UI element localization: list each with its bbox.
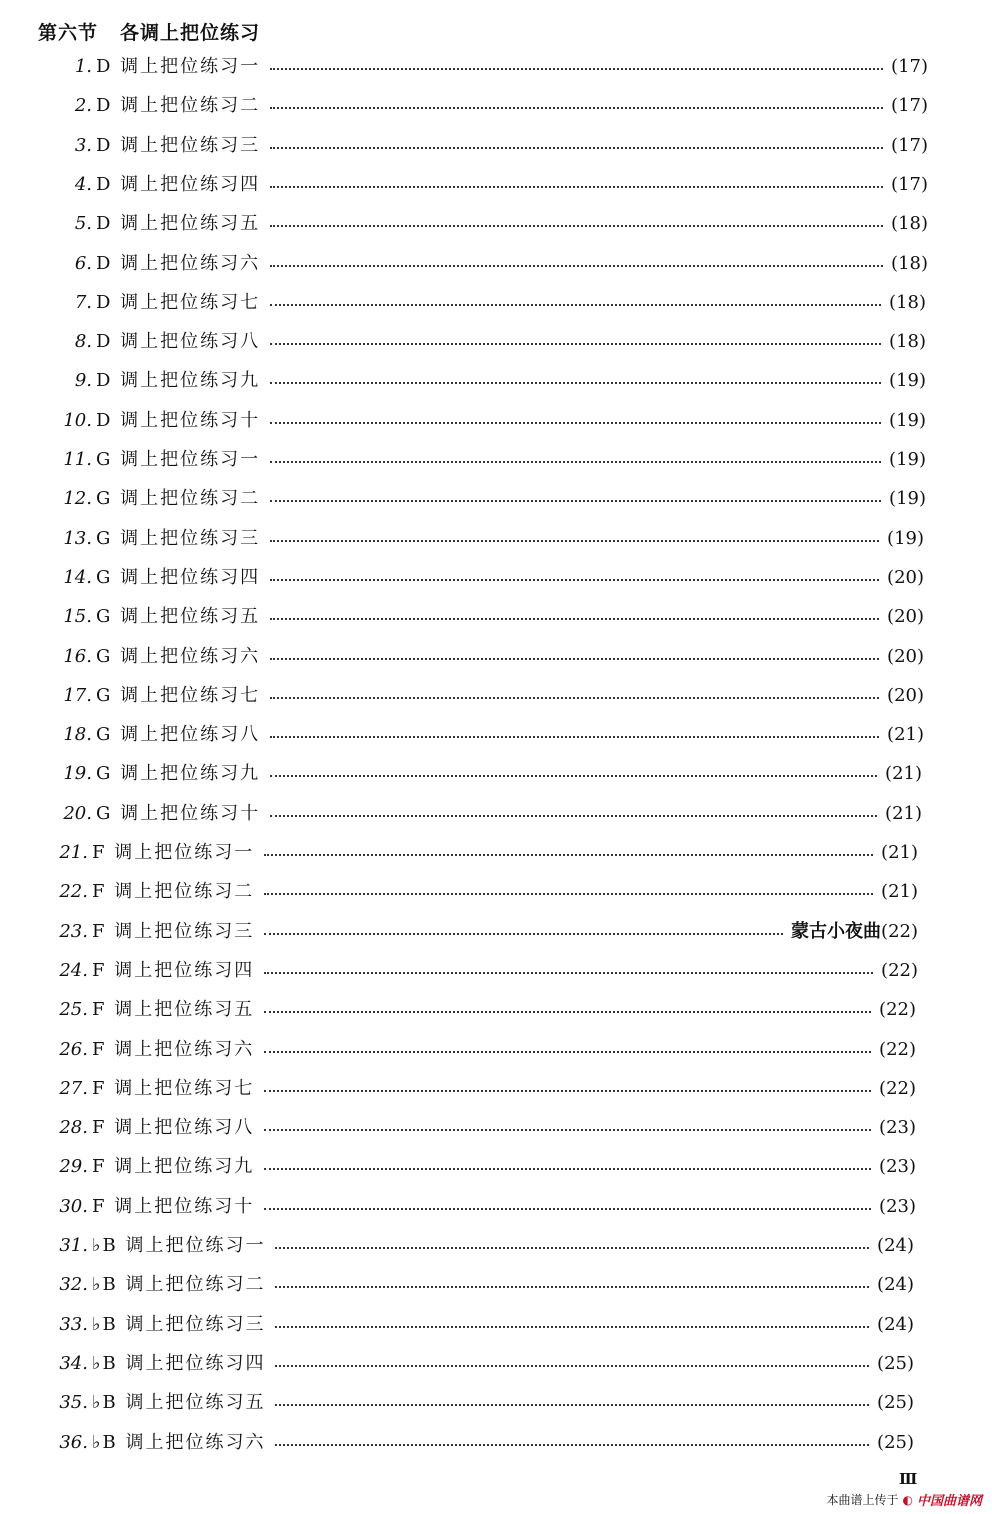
dot-leader [264, 1011, 871, 1013]
toc-entry [0, 52, 928, 82]
entry-title: G 调上把位练习四 [96, 566, 261, 588]
entry-page: (22) [879, 999, 916, 1021]
site-logo-icon: ◐ [902, 1492, 913, 1507]
entry-page: (19) [889, 370, 926, 392]
toc-entry [0, 1152, 916, 1182]
toc-entry [0, 406, 926, 436]
dot-leader [264, 1051, 871, 1053]
entry-number: 20. [63, 802, 92, 824]
toc-entry [0, 799, 922, 829]
dot-leader [270, 186, 883, 188]
toc-entry [0, 170, 928, 200]
dot-leader [270, 225, 883, 227]
entry-page: (18) [889, 291, 926, 313]
entry-page: (20) [887, 566, 924, 588]
entry-page: (25) [877, 1392, 914, 1414]
entry-number: 9. [74, 370, 92, 392]
entry-title: F 调上把位练习九 [92, 1156, 255, 1178]
entry-title: F 调上把位练习七 [92, 1077, 255, 1099]
entry-number: 26. [59, 1038, 88, 1060]
toc-entry [0, 288, 926, 318]
dot-leader [270, 147, 883, 149]
entry-number: 21. [59, 842, 88, 863]
dot-leader [264, 1090, 871, 1092]
entry-title: D 调上把位练习六 [96, 252, 261, 274]
toc-entry [0, 524, 924, 554]
toc-entry [0, 91, 928, 121]
dot-leader [270, 304, 881, 306]
entry-number: 4. [74, 173, 92, 195]
entry-number: 27. [59, 1077, 88, 1099]
entry-number: 23. [59, 920, 88, 942]
entry-page: (19) [889, 488, 926, 510]
toc-entry [0, 366, 926, 396]
dot-leader [275, 1365, 869, 1367]
toc-entry [0, 838, 918, 868]
entry-title: G 调上把位练习二 [96, 488, 261, 510]
entry-title: F 调上把位练习四 [92, 959, 255, 981]
dot-leader [270, 107, 883, 109]
entry-title: D 调上把位练习七 [96, 291, 261, 313]
toc-entry [0, 917, 918, 947]
entry-page: (20) [887, 606, 924, 628]
entry-number: 8. [74, 331, 92, 353]
entry-number: 13. [63, 527, 92, 549]
entry-page: (21) [885, 802, 922, 824]
entry-number: 24. [59, 959, 88, 981]
toc-entry [0, 642, 924, 672]
toc-entry [0, 1310, 914, 1340]
entry-number: 12. [63, 488, 92, 510]
entry-title: G 调上把位练习十 [96, 802, 261, 824]
dot-leader [264, 1208, 871, 1210]
entry-page: (17) [891, 95, 928, 117]
entry-number: 10. [63, 409, 92, 431]
entry-number: 3. [74, 134, 92, 156]
dot-leader [275, 1326, 869, 1328]
entry-page: (18) [889, 331, 926, 353]
dot-leader [270, 382, 881, 384]
entry-title: F 调上把位练习十 [92, 1195, 255, 1217]
entry-title: D 调上把位练习三 [96, 134, 261, 156]
entry-number: 14. [63, 566, 92, 588]
toc-entry [0, 327, 926, 357]
entry-page: (22) [881, 920, 918, 942]
entry-number: 30. [59, 1195, 88, 1217]
toc-entry [0, 720, 924, 750]
entry-title: D 调上把位练习一 [96, 56, 261, 77]
entry-title: D 调上把位练习九 [96, 370, 261, 392]
entry-number: 32. [59, 1274, 88, 1296]
dot-leader [264, 933, 783, 935]
dot-leader [270, 461, 881, 463]
toc-entry [0, 995, 916, 1025]
entry-title: G 调上把位练习六 [96, 645, 261, 667]
toc-entry [0, 759, 922, 789]
toc-entry [0, 1349, 914, 1379]
entry-number: 2. [74, 95, 92, 117]
entry-page: (24) [877, 1274, 914, 1296]
toc-entry [0, 1035, 916, 1065]
section-number: 第六节 [38, 22, 99, 44]
dot-leader [270, 658, 879, 660]
dot-leader [270, 343, 881, 345]
dot-leader [270, 775, 877, 777]
entry-page: (23) [879, 1156, 916, 1178]
entry-number: 1. [74, 56, 92, 77]
entry-number: 29. [59, 1156, 88, 1178]
entry-title: ♭B 调上把位练习二 [92, 1274, 266, 1296]
toc-entry [0, 445, 926, 475]
entry-number: 7. [74, 291, 92, 313]
entry-number: 25. [59, 999, 88, 1021]
toc-entry [0, 681, 924, 711]
entry-note: 蒙古小夜曲 [791, 920, 882, 942]
entry-title: ♭B 调上把位练习三 [92, 1313, 266, 1335]
entry-page: (23) [879, 1195, 916, 1217]
toc-entry [0, 209, 928, 239]
dot-leader [264, 1168, 871, 1170]
entry-title: G 调上把位练习一 [96, 449, 261, 470]
toc-entry [0, 877, 918, 907]
entry-page: (22) [879, 1077, 916, 1099]
entry-title: ♭B 调上把位练习六 [92, 1431, 266, 1453]
entry-number: 33. [59, 1313, 88, 1335]
entry-page: (21) [885, 763, 922, 785]
entry-number: 22. [59, 881, 88, 903]
dot-leader [270, 540, 879, 542]
entry-title: G 调上把位练习八 [96, 724, 261, 746]
entry-title: ♭B 调上把位练习一 [92, 1235, 266, 1256]
entry-page: (21) [887, 724, 924, 746]
dot-leader [270, 579, 879, 581]
dot-leader [270, 500, 881, 502]
toc-entry [0, 956, 918, 986]
site-logo-text: 中国曲谱网 [916, 1494, 982, 1509]
entry-title: D 调上把位练习五 [96, 213, 261, 235]
entry-page: (23) [879, 1117, 916, 1139]
entry-page: (21) [881, 881, 918, 903]
footer-text: 本曲谱上传于 [826, 1493, 899, 1507]
entry-page: (21) [881, 842, 918, 863]
toc-entry [0, 1192, 916, 1222]
dot-leader [270, 265, 883, 267]
entry-number: 6. [74, 252, 92, 274]
entry-title: D 调上把位练习四 [96, 173, 261, 195]
entry-title: F 调上把位练习八 [92, 1117, 255, 1139]
entry-page: (20) [887, 684, 924, 706]
dot-leader [275, 1247, 869, 1249]
entry-page: (19) [887, 527, 924, 549]
entry-number: 31. [59, 1235, 88, 1256]
toc-entry [0, 1113, 916, 1143]
entry-title: F 调上把位练习六 [92, 1038, 255, 1060]
entry-title: ♭B 调上把位练习五 [92, 1392, 266, 1414]
dot-leader [264, 1129, 871, 1131]
entry-number: 28. [59, 1117, 88, 1139]
entry-number: 17. [63, 684, 92, 706]
entry-number: 18. [63, 724, 92, 746]
entry-page: (22) [879, 1038, 916, 1060]
toc-entry [0, 1231, 914, 1261]
toc-entry [0, 1388, 914, 1418]
dot-leader [264, 854, 873, 856]
entry-page: (25) [877, 1431, 914, 1453]
entry-number: 34. [59, 1352, 88, 1374]
dot-leader [270, 736, 879, 738]
entry-page: (17) [891, 56, 928, 77]
dot-leader [275, 1286, 869, 1288]
toc-entry [0, 131, 928, 161]
entry-title: F 调上把位练习二 [92, 881, 255, 903]
toc-entry [0, 563, 924, 593]
entry-number: 35. [59, 1392, 88, 1414]
toc-entry [0, 602, 924, 632]
page-number: Ⅲ [899, 1470, 918, 1488]
entry-page: (24) [877, 1235, 914, 1256]
entry-title: G 调上把位练习七 [96, 684, 261, 706]
entry-number: 16. [63, 645, 92, 667]
entry-number: 5. [74, 213, 92, 235]
entry-title: G 调上把位练习三 [96, 527, 261, 549]
dot-leader [275, 1404, 869, 1406]
entry-number: 36. [59, 1431, 88, 1453]
entry-page: (22) [881, 959, 918, 981]
toc-entry [0, 249, 928, 279]
dot-leader [270, 697, 879, 699]
toc-entry [0, 1270, 914, 1300]
entry-page: (18) [891, 252, 928, 274]
entry-page: (20) [887, 645, 924, 667]
entry-title: G 调上把位练习九 [96, 763, 261, 785]
entry-page: (18) [891, 213, 928, 235]
footer-watermark [826, 1490, 982, 1509]
dot-leader [275, 1444, 869, 1446]
entry-page: (17) [891, 173, 928, 195]
entry-title: ♭B 调上把位练习四 [92, 1352, 266, 1374]
entry-number: 11. [63, 449, 92, 470]
entry-title: D 调上把位练习十 [96, 409, 261, 431]
toc-entry [0, 1428, 914, 1458]
entry-title: F 调上把位练习三 [92, 920, 255, 942]
dot-leader [264, 972, 873, 974]
entry-number: 19. [63, 763, 92, 785]
entry-number: 15. [63, 606, 92, 628]
entry-page: (17) [891, 134, 928, 156]
section-heading [38, 18, 260, 45]
toc-entry [0, 1074, 916, 1104]
dot-leader [270, 68, 883, 70]
entry-page: (25) [877, 1352, 914, 1374]
entry-title: F 调上把位练习五 [92, 999, 255, 1021]
dot-leader [270, 815, 877, 817]
section-title: 各调上把位练习 [120, 22, 261, 44]
dot-leader [270, 618, 879, 620]
entry-page: (24) [877, 1313, 914, 1335]
entry-title: F 调上把位练习一 [92, 842, 255, 863]
dot-leader [270, 422, 881, 424]
entry-title: G 调上把位练习五 [96, 606, 261, 628]
toc-entry [0, 484, 926, 514]
entry-page: (19) [889, 409, 926, 431]
dot-leader [264, 893, 873, 895]
entry-title: D 调上把位练习二 [96, 95, 261, 117]
entry-page: (19) [889, 449, 926, 470]
entry-title: D 调上把位练习八 [96, 331, 261, 353]
